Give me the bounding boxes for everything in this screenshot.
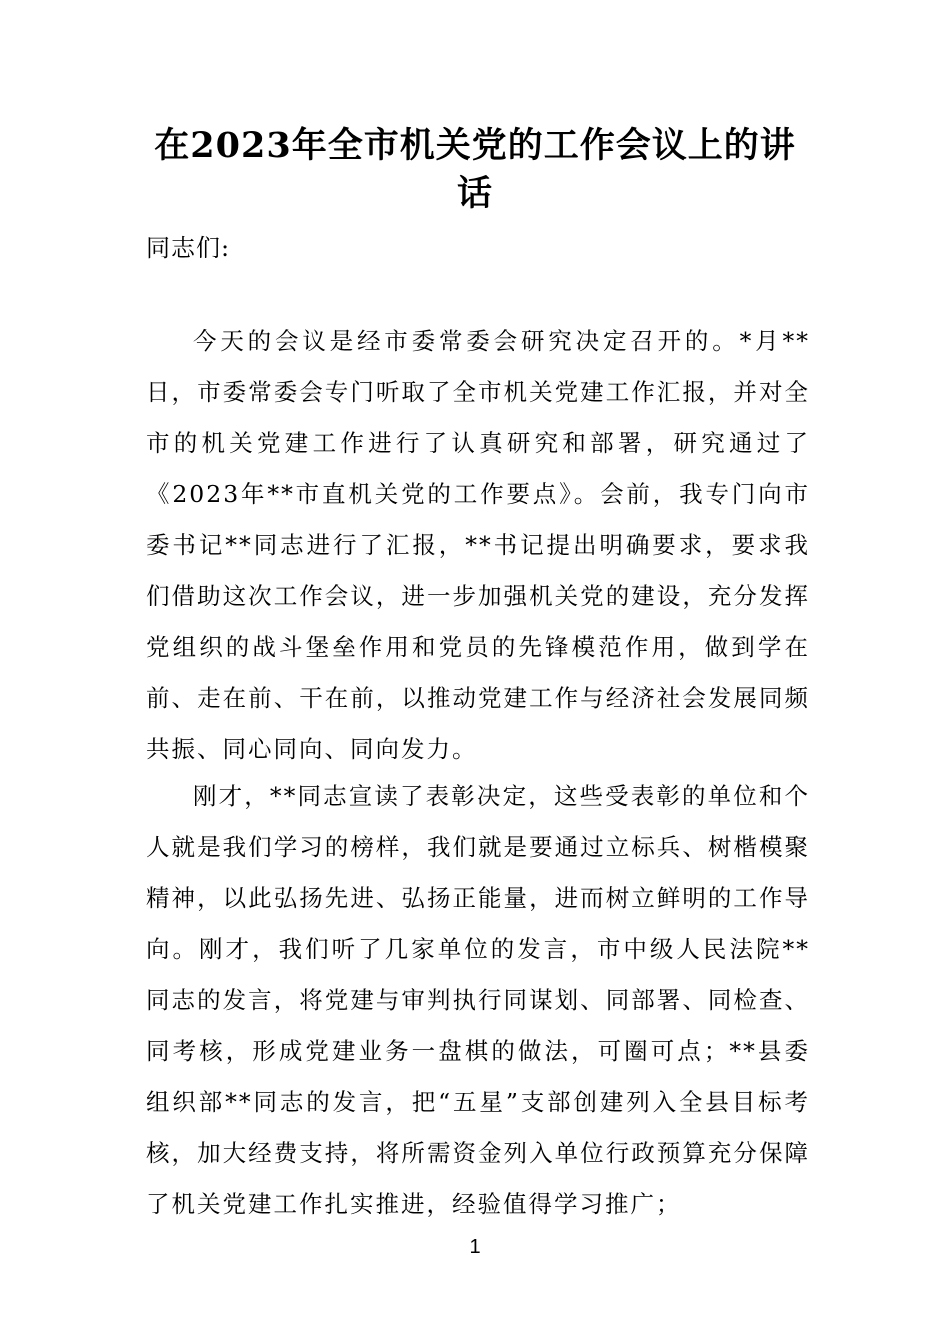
greeting: 同志们: [146,234,231,262]
document-title: 在2023年全市机关党的工作会议上的讲话 [154,125,796,214]
paragraph-1: 今天的会议是经市委常委会研究决定召开的。*月**日，市委常委会专门听取了全市机关党建工作汇报，并对全市的机关党建工作进行了认真研究和部署，研究通过了《2023年**市直机关党的工作要点》。会前，我专门向市委书记**同志进行了汇报，**书记提出明确要求，要求我们借助这次工作会议，进一步加强机关党的建设，充分发挥党组织的战斗堡垒作用和党员的先锋模范作用，做到学在前、走在前、干在前，以推动党建工作与经济社会发展同频共振、同心同向、同向发力。 [146,327,810,763]
page-number: 1 [469,1236,481,1258]
paragraph-2: 刚才，**同志宣读了表彰决定，这些受表彰的单位和个人就是我们学习的榜样，我们就是要通过立标兵、树楷模聚精神，以此弘扬先进、弘扬正能量，进而树立鲜明的工作导向。刚才，我们听了几家单位的发言，市中级人民法院**同志的发言，将党建与审判执行同谋划、同部署、同检查、同考核，形成党建业务一盘棋的做法，可圈可点；**县委组织部**同志的发言，把“五星”支部创建列入全县目标考核，加大经费支持，将所需资金列入单位行政预算充分保障了机关党建工作扎实推进，经验值得学习推广； [146,782,810,1218]
